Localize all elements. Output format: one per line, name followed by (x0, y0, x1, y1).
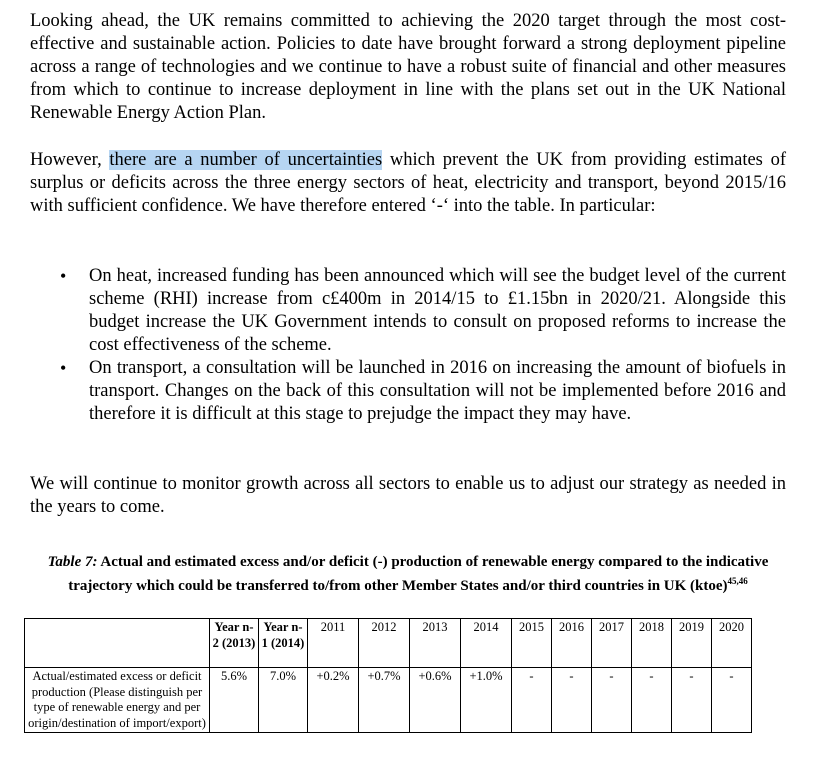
footnote-ref-2[interactable]: ,46 (736, 576, 748, 586)
footnote-ref[interactable]: 45 (727, 576, 737, 586)
paragraph-uncertainties-end: which prevent the UK from providing estimates of surplus or deficits across the three energy sectors of heat, electricity and transport, beyond 2015/16 with sufficient confidence. We have therefore entered ‘-‘ into the table. In particular: (30, 150, 786, 216)
table-cell: 5.6% (210, 668, 259, 733)
bullet-item-heat (30, 265, 786, 357)
paragraph-uncertainties-start: However, (30, 150, 110, 170)
table-header-cell: 2012 (359, 619, 410, 668)
table-cell: +0.2% (308, 668, 359, 733)
table-header-cell: 2018 (632, 619, 672, 668)
table-cell: +0.7% (359, 668, 410, 733)
table-header-cell: 2019 (672, 619, 712, 668)
bullet-list (30, 265, 786, 426)
paragraph-uncertainties (30, 149, 786, 218)
table-header-cell: 2017 (592, 619, 632, 668)
table-caption-label: Table 7: (47, 554, 98, 570)
paragraph-looking-ahead: Looking ahead, the UK remains committed to achieving the 2020 target through the most cost-effective and sustainable action. Policies to date have brought forward a strong deployment pipeline across a range of technologies and we continue to have a robust suite of financial and other measures from which to continue to increase deployment in line with the plans set out in the UK National Renewable Energy Action Plan. (30, 11, 786, 123)
table-header-cell: 2011 (308, 619, 359, 668)
table-header-row (25, 619, 752, 668)
table-cell: - (512, 668, 552, 733)
text-highlight[interactable]: there are a number of uncertainties (109, 150, 383, 170)
table-header-cell: Year n-1 (2014) (259, 619, 308, 668)
paragraph-monitor-growth: We will continue to monitor growth across all sectors to enable us to adjust our strategy as needed in the years to come. (30, 474, 786, 517)
bullet-text-transport: On transport, a consultation will be launched in 2016 on increasing the amount of biofuels in transport. Changes on the back of this consultation will not be implemented before 2016 and therefore it is difficult at this stage to prejudge the impact they may have. (89, 358, 786, 424)
bullet-icon: • (60, 358, 67, 378)
table-cell: +1.0% (461, 668, 512, 733)
table-cell: - (632, 668, 672, 733)
table-header-cell: Year n-2 (2013) (210, 619, 259, 668)
table-header-cell: 2015 (512, 619, 552, 668)
table-header-blank (25, 619, 210, 668)
table-caption-text: Actual and estimated excess and/or deficit (-) production of renewable energy compared to the indicative trajectory which could be transferred to/from other Member States and/or third countries in UK (ktoe) (68, 554, 769, 594)
table-7 (24, 618, 752, 733)
table-header-cell: 2020 (712, 619, 752, 668)
table-cell: 7.0% (259, 668, 308, 733)
bullet-text-heat: On heat, increased funding has been announced which will see the budget level of the current scheme (RHI) increase from c£400m in 2014/15 to £1.15bn in 2020/21. Alongside this budget increase the UK Government intends to consult on proposed reforms to increase the cost effectiveness of the scheme. (89, 266, 786, 355)
table-row-label: Actual/estimated excess or deficit production (Please distinguish per type of renewable energy and per origin/destination of import/export) (25, 668, 210, 733)
table-cell: - (592, 668, 632, 733)
bullet-item-transport (30, 357, 786, 426)
table-cell: +0.6% (410, 668, 461, 733)
table-header-cell: 2016 (552, 619, 592, 668)
table-row (25, 668, 752, 733)
table-header-cell: 2014 (461, 619, 512, 668)
table-cell: - (672, 668, 712, 733)
table-header-cell: 2013 (410, 619, 461, 668)
table-caption (30, 553, 786, 596)
table-cell: - (712, 668, 752, 733)
table-cell: - (552, 668, 592, 733)
bullet-icon: • (60, 266, 67, 286)
